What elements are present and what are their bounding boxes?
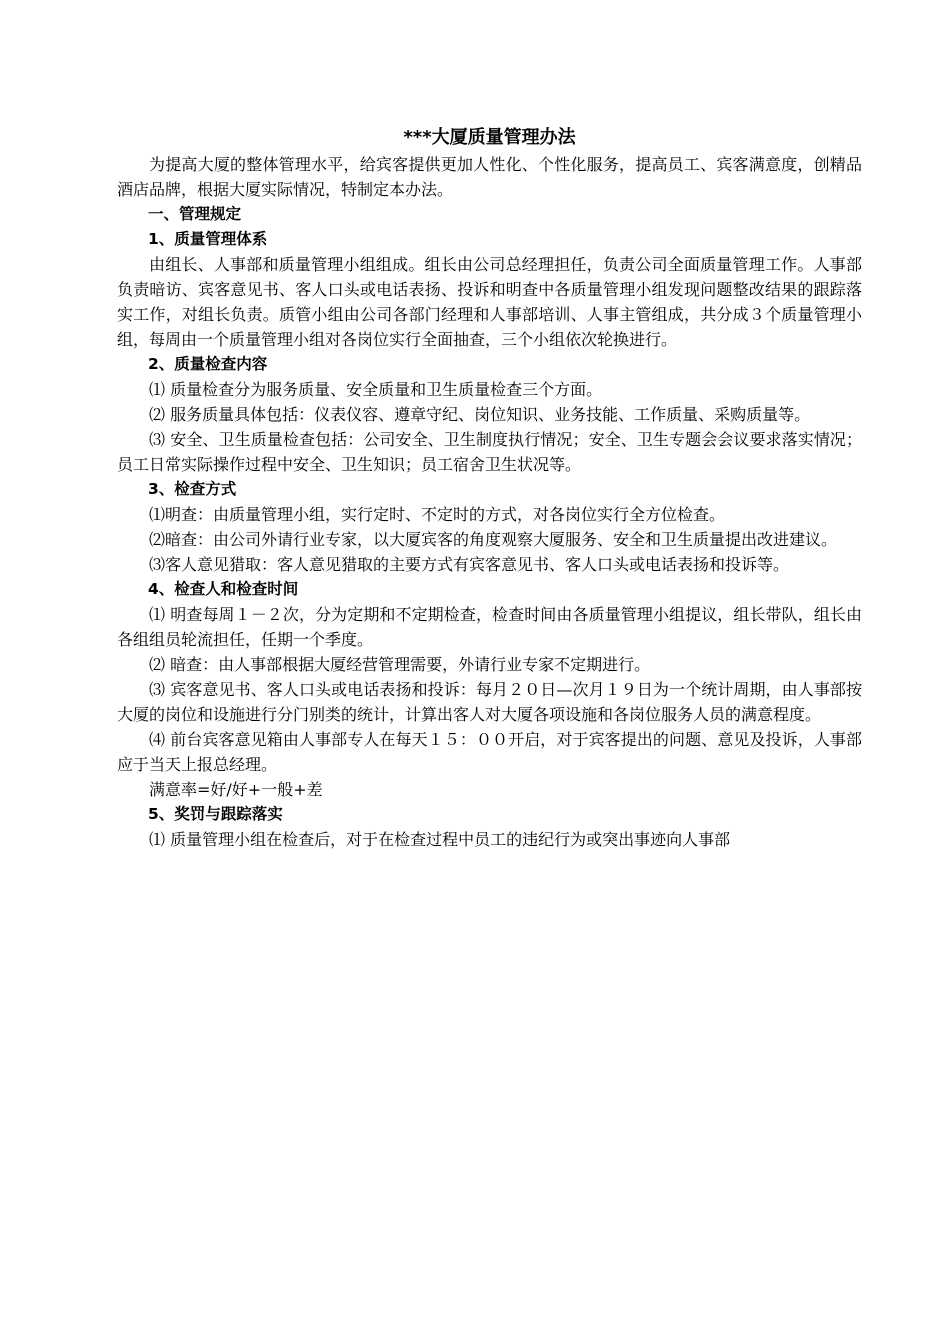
document-title: ***大厦质量管理办法 (403, 127, 576, 148)
intro-paragraph: 为提高大厦的整体管理水平，给宾客提供更加人性化、个性化服务，提高员工、宾客满意度，创精品酒店品牌，根据大厦实际情况，特制定本办法。 (117, 155, 862, 199)
inspection-time-item: ⑴ 明查每周１－２次，分为定期和不定期检查，检查时间由各质量管理小组提议，组长带队，组长由各组组员轮流担任，任期一个季度。 (117, 605, 862, 649)
subsection-heading-rewards-and-follow-up: 5、奖罚与跟踪落实 (148, 805, 283, 823)
subsection-heading-inspection-methods: 3、检查方式 (148, 480, 237, 498)
satisfaction-formula: 满意率=好/好+一般+差 (149, 780, 323, 799)
inspection-method-item: ⑵暗查：由公司外请行业专家，以大厦宾客的角度观察大厦服务、安全和卫生质量提出改进建议。 (149, 530, 838, 549)
section-heading-management-rules: 一、管理规定 (148, 205, 242, 223)
document-body (117, 124, 862, 852)
inspection-content-item: ⑶ 安全、卫生质量检查包括：公司安全、卫生制度执行情况；安全、卫生专题会会议要求落实情况；员工日常实际操作过程中安全、卫生知识；员工宿舍卫生状况等。 (117, 430, 862, 474)
inspection-content-item: ⑴ 质量检查分为服务质量、安全质量和卫生质量检查三个方面。 (149, 380, 603, 399)
quality-system-paragraph: 由组长、人事部和质量管理小组组成。组长由公司总经理担任，负责公司全面质量管理工作。人事部负责暗访、宾客意见书、客人口头或电话表扬、投诉和明查中各质量管理小组发现问题整改结果的跟踪落实工作，对组长负责。质管小组由公司各部门经理和人事部培训、人事主管组成，共分成３个质量管理小组，每周由一个质量管理小组对各岗位实行全面抽查，三个小组依次轮换进行。 (117, 255, 862, 349)
subsection-heading-quality-system: 1、质量管理体系 (148, 230, 268, 248)
rewards-item: ⑴ 质量管理小组在检查后，对于在检查过程中员工的违纪行为或突出事迹向人事部 (149, 830, 731, 849)
inspection-method-item: ⑴明查：由质量管理小组，实行定时、不定时的方式，对各岗位实行全方位检查。 (149, 505, 726, 524)
subsection-heading-inspectors-and-time: 4、检查人和检查时间 (148, 580, 299, 598)
inspection-time-item: ⑶ 宾客意见书、客人口头或电话表扬和投诉：每月２０日—次月１９日为一个统计周期，由人事部按大厦的岗位和设施进行分门别类的统计，计算出客人对大厦各项设施和各岗位服务人员的满意程度。 (117, 680, 862, 724)
inspection-time-item: ⑷ 前台宾客意见箱由人事部专人在每天１５：００开启，对于宾客提出的问题、意见及投诉，人事部应于当天上报总经理。 (117, 730, 862, 774)
inspection-method-item: ⑶客人意见猎取：客人意见猎取的主要方式有宾客意见书、客人口头或电话表扬和投诉等。 (149, 555, 790, 574)
inspection-time-item: ⑵ 暗查：由人事部根据大厦经营管理需要，外请行业专家不定期进行。 (149, 655, 651, 674)
subsection-heading-inspection-content: 2、质量检查内容 (148, 355, 268, 373)
inspection-content-item: ⑵ 服务质量具体包括：仪表仪容、遵章守纪、岗位知识、业务技能、工作质量、采购质量等。 (149, 405, 811, 424)
